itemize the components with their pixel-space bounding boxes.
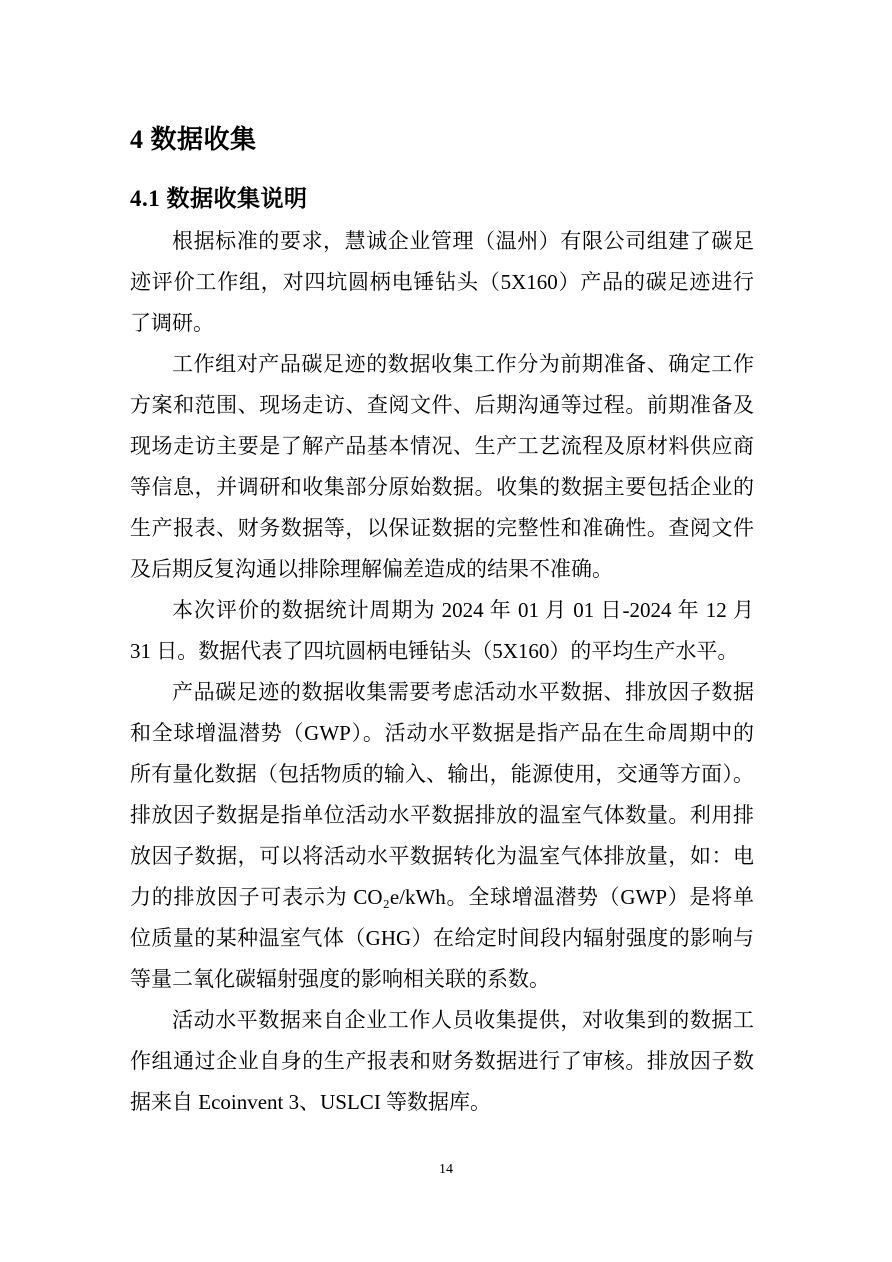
paragraph: 产品碳足迹的数据收集需要考虑活动水平数据、排放因子数据和全球增温潜势（GWP）。活动水平数据是指产品在生命周期中的所有量化数据（包括物质的输入、输出，能源使用，交通等方面）。排放因子数据是指单位活动水平数据排放的温室气体数量。利用排放因子数据，可以将活动水平数据转化为温室气体排放量，如：电力的排放因子可表示为 CO₂e/kWh。全球增温潜势（GWP）是将单位质量的某种温室气体（GHG）在给定时间段内辐射强度的影响与等量二氧化碳辐射强度的影响相关联的系数。 <box>130 680 754 991</box>
subsection-heading: 4.1 数据收集说明 <box>130 186 308 211</box>
paragraph: 本次评价的数据统计周期为 2024 年 01 月 01 日-2024 年 12 月 31 日。数据代表了四坑圆柄电锤钻头（5X160）的平均生产水平。 <box>130 598 754 663</box>
body-text <box>130 221 754 1123</box>
paragraph: 根据标准的要求，慧诚企业管理（温州）有限公司组建了碳足迹评价工作组，对四坑圆柄电锤钻头（5X160）产品的碳足迹进行了调研。 <box>130 229 754 335</box>
page-number: 14 <box>439 1162 453 1177</box>
document-content <box>130 0 754 1123</box>
section-heading: 4 数据收集 <box>130 125 257 154</box>
paragraph: 活动水平数据来自企业工作人员收集提供，对收集到的数据工作组通过企业自身的生产报表和财务数据进行了审核。排放因子数据来自 Ecoinvent 3、USLCI 等数据库。 <box>130 1008 754 1114</box>
paragraph: 工作组对产品碳足迹的数据收集工作分为前期准备、确定工作方案和范围、现场走访、查阅文件、后期沟通等过程。前期准备及现场走访主要是了解产品基本情况、生产工艺流程及原材料供应商等信息，并调研和收集部分原始数据。收集的数据主要包括企业的生产报表、财务数据等，以保证数据的完整性和准确性。查阅文件及后期反复沟通以排除理解偏差造成的结果不准确。 <box>130 352 754 581</box>
